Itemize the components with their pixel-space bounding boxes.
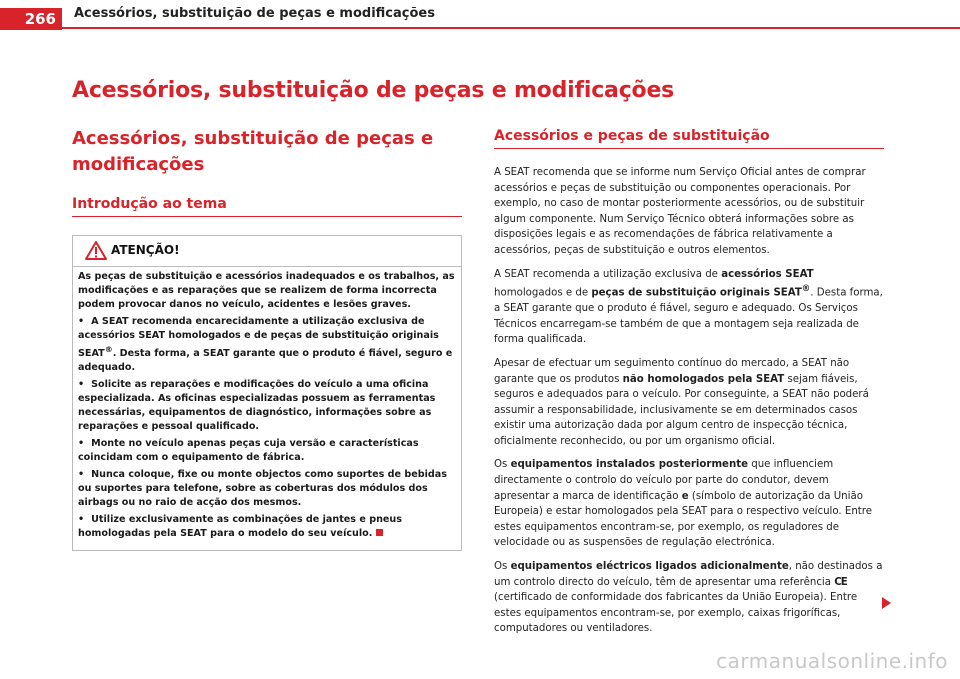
bullet-icon: • bbox=[78, 514, 85, 526]
bullet-icon: • bbox=[78, 379, 85, 391]
bullet-icon: • bbox=[78, 316, 85, 327]
watermark: carmanualsonline.info bbox=[716, 649, 948, 673]
warning-triangle-icon bbox=[85, 241, 107, 260]
warning-title: ATENÇÃO! bbox=[111, 243, 180, 257]
subsection-parts-title: Acessórios e peças de substituição bbox=[494, 128, 884, 149]
warning-header bbox=[73, 236, 461, 267]
page-header bbox=[0, 0, 960, 30]
warning-bullet-4: • Nunca coloque, fixe ou monte objectos como suportes de bebidas ou suportes para telefone, sobre as coberturas dos módulos dos airbags ou no raio de acção dos mesmos. bbox=[78, 469, 447, 509]
warning-bullet-1: • A SEAT recomenda encarecidamente a utilização exclusiva de acessórios SEAT homologados e de peças de substituição originais SEAT®. Desta forma, a SEAT garante que o produto é fiável, seguro e adequado. bbox=[78, 316, 453, 374]
end-of-section-icon bbox=[376, 529, 383, 536]
left-column bbox=[72, 126, 462, 551]
continue-arrow-icon bbox=[882, 597, 891, 609]
running-title: Acessórios, substituição de peças e modificações bbox=[74, 6, 435, 21]
header-rule bbox=[62, 27, 960, 29]
paragraph-4: Os equipamentos instalados posteriormente que influenciem directamente o controlo do veículo por parte do condutor, devem apresentar a marca de identificação e (símbolo de autorização da União Europeia) e estar homologados pela SEAT para o respectivo veículo. Entre estes equipamentos encontram-se, por exemplo, os reguladores de velocidade ou as suspensões de regulação electrónica. bbox=[494, 459, 873, 549]
warning-body bbox=[73, 267, 461, 550]
warning-bullet-2: • Solicite as reparações e modificações do veículo a uma oficina especializada. As oficinas especializadas possuem as ferramentas necessárias, equipamentos de diagnóstico, informações sobre as reparações e pessoal qualificado. bbox=[78, 379, 436, 433]
chapter-title: Acessórios, substituição de peças e modificações bbox=[72, 78, 675, 103]
page-number: 266 bbox=[0, 8, 62, 30]
e-mark: e bbox=[681, 490, 689, 502]
paragraph-2: A SEAT recomenda a utilização exclusiva de acessórios SEAT homologados e de peças de substituição originais SEAT®. Desta forma, a SEAT garante que o produto é fiável, seguro e adequado. Os Serviços Técnicos encarregam-se também de que a montagem seja realizada de forma qualificada. bbox=[494, 268, 883, 346]
ce-mark-icon: CE bbox=[834, 576, 847, 588]
section-title: Acessórios, substituição de peças e modificações bbox=[72, 128, 434, 175]
registered-mark: ® bbox=[104, 345, 113, 354]
right-column bbox=[494, 128, 884, 645]
warning-bullet-5: • Utilize exclusivamente as combinações de jantes e pneus homologadas pela SEAT para o modelo do seu veículo. bbox=[78, 514, 402, 540]
paragraph-3: Apesar de efectuar um seguimento contínuo do mercado, a SEAT não garante que os produtos não homologados pela SEAT sejam fiáveis, seguros e adequados para o veículo. Por conseguinte, a SEAT não poderá assumir a responsabilidade, inclusivamente se em determinados casos existir uma autorização dada por algum centro de inspecção técnica, oficialmente reconhecido, ou por um organismo oficial. bbox=[494, 357, 869, 447]
registered-mark: ® bbox=[801, 284, 811, 295]
paragraph-5: Os equipamentos eléctricos ligados adicionalmente, não destinados a um controlo directo do veículo, têm de apresentar uma referência CE (certificado de conformidade dos fabricantes da União Europeia). Entre estes equipamentos encontram-se, por exemplo, caixas frigoríficas, computadores ou ventiladores. bbox=[494, 561, 883, 635]
subsection-intro-title: Introdução ao tema bbox=[72, 196, 462, 217]
warning-bullet-3: • Monte no veículo apenas peças cuja versão e características coincidam com o equipamento de fábrica. bbox=[78, 438, 419, 464]
bullet-icon: • bbox=[78, 438, 85, 450]
warning-box bbox=[72, 235, 462, 551]
warning-intro: As peças de substituição e acessórios inadequados e os trabalhos, as modificações e as reparações que se realizem de forma incorrecta podem provocar danos no veículo, acidentes e lesões graves. bbox=[78, 271, 455, 310]
bullet-icon: • bbox=[78, 469, 85, 481]
paragraph-1: A SEAT recomenda que se informe num Serviço Oficial antes de comprar acessórios e peças de substituição ou componentes operacionais. Por exemplo, no caso de montar posteriormente acessórios, ou de substituir algum componente. Num Serviço Técnico obterá informações sobre as disposições legais e as recomendações de fábrica relativamente a acessórios, peças de substituição e outros elementos. bbox=[494, 167, 866, 256]
